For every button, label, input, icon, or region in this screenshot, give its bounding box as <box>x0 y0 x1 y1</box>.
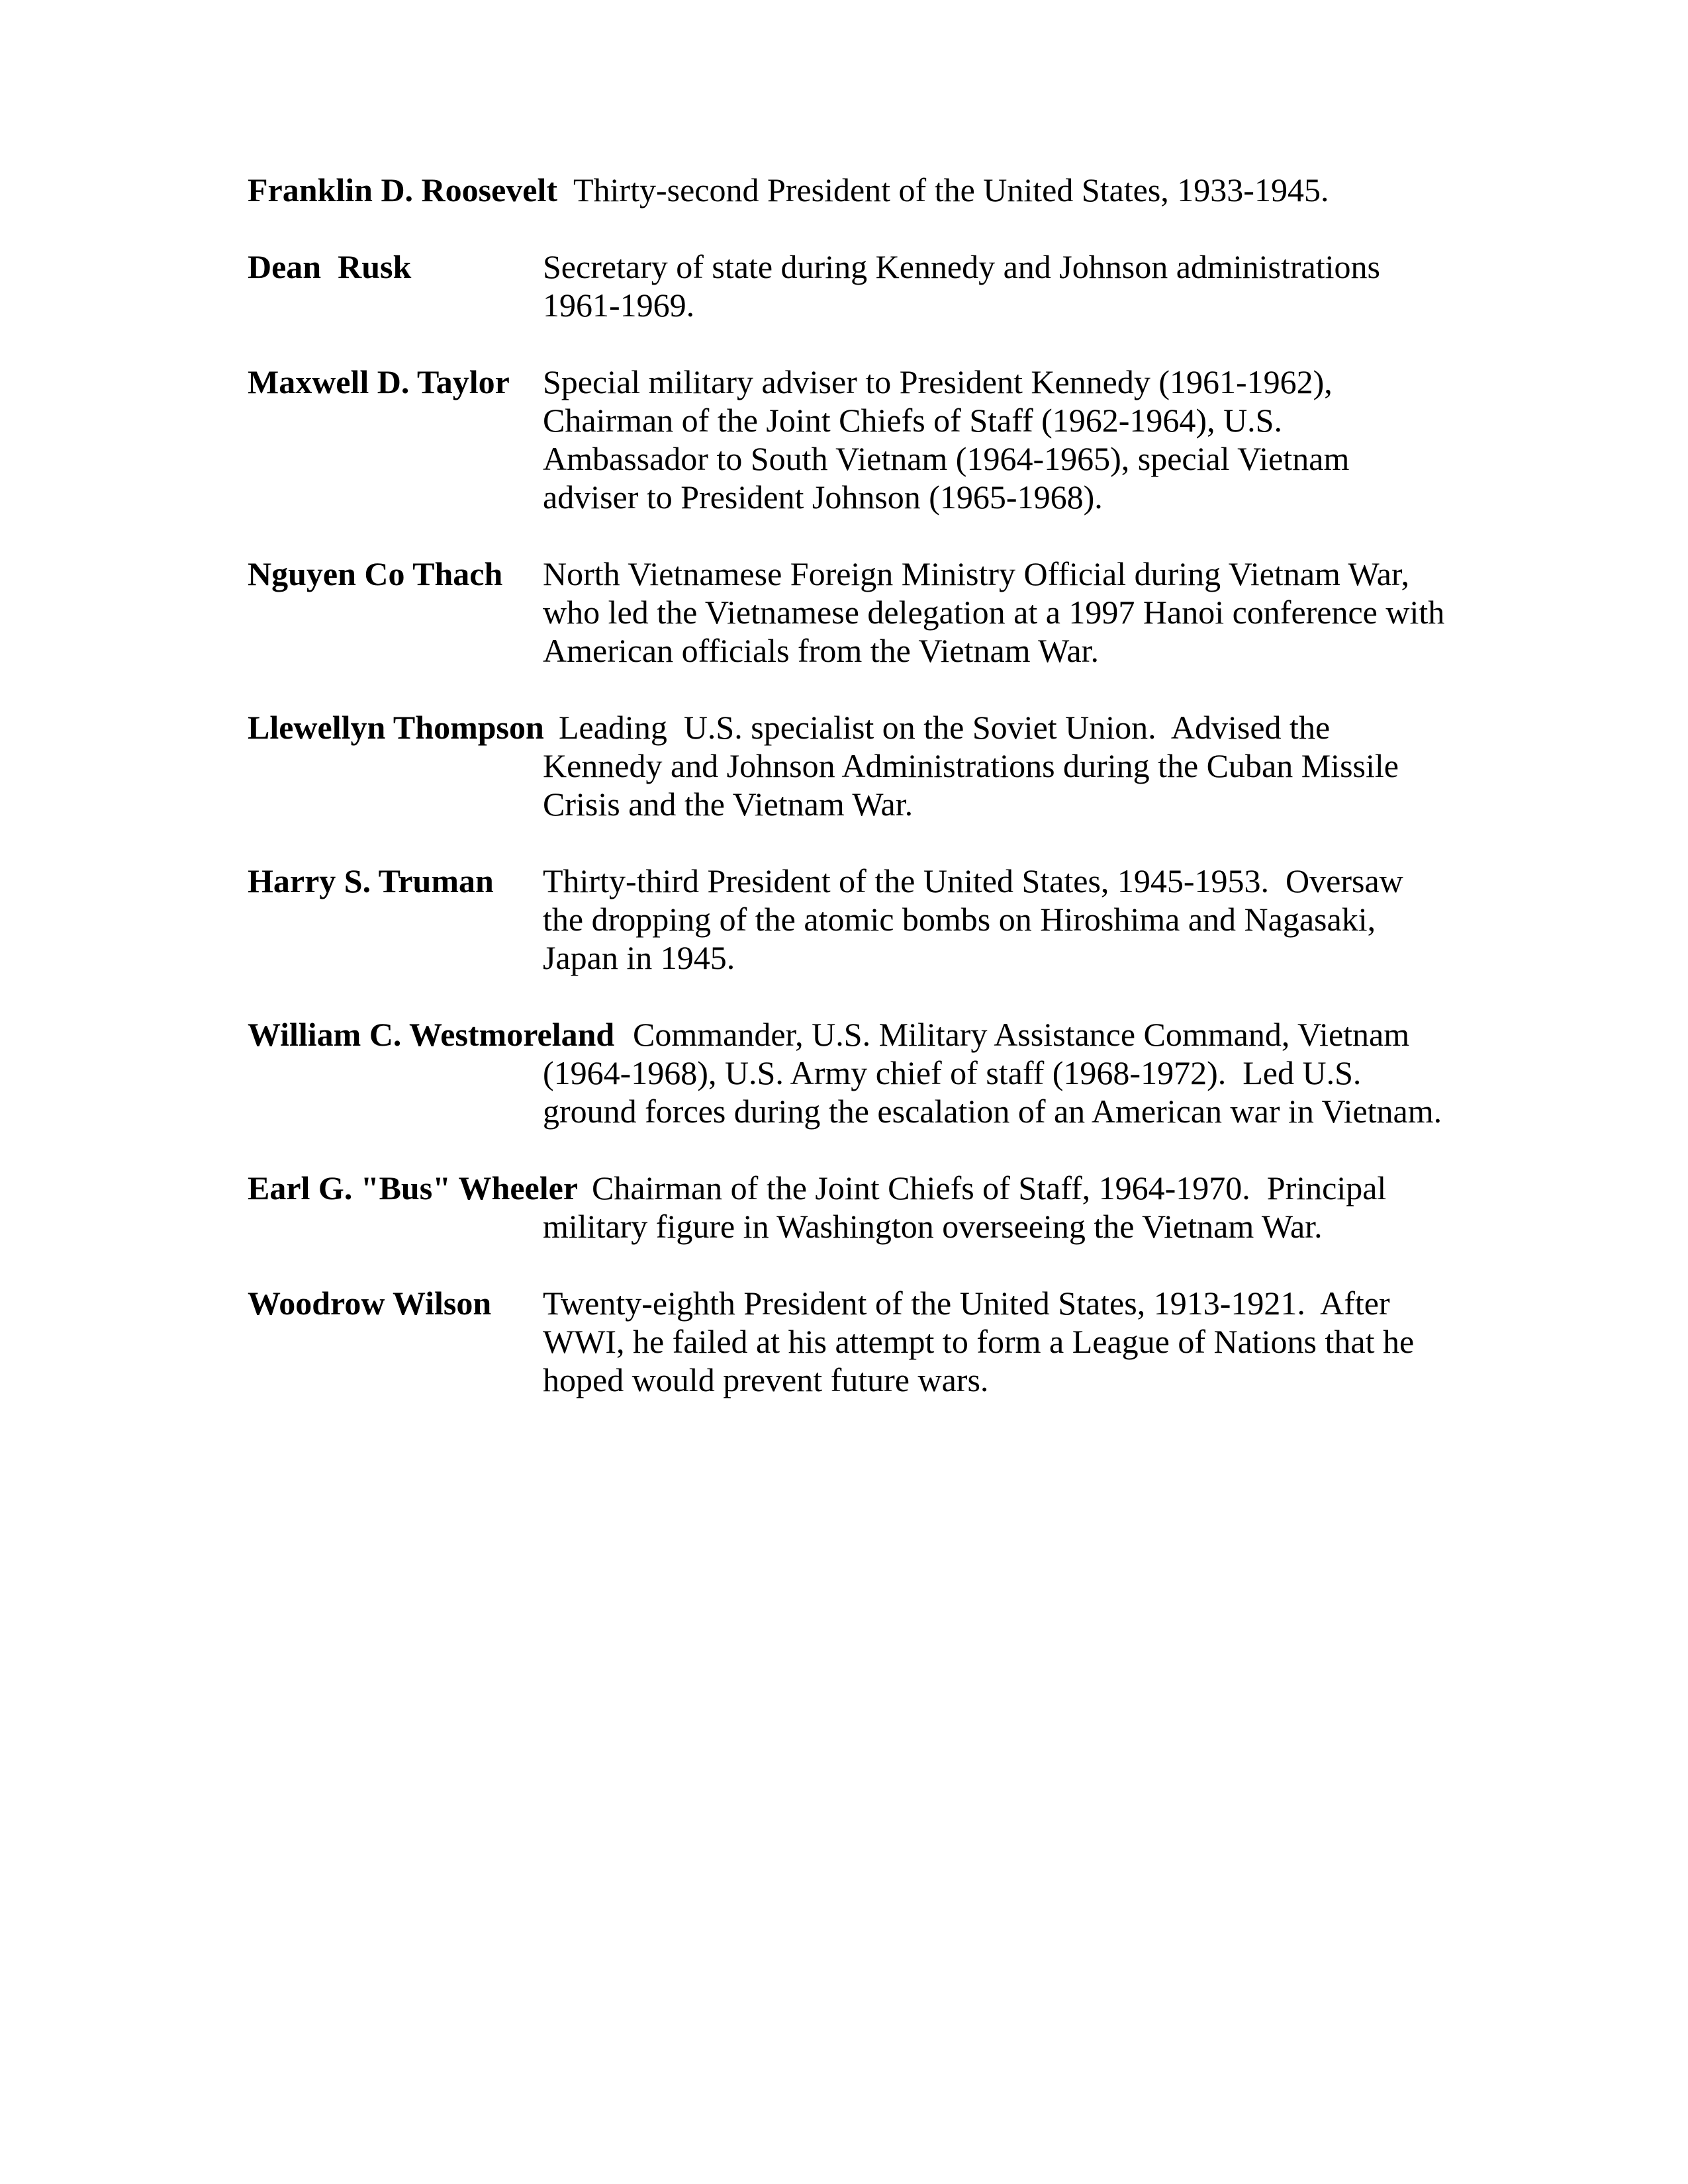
entry-description-line: Leading U.S. specialist on the Soviet Union. Advised the <box>559 709 1331 746</box>
entry-name: Earl G. "Bus" Wheeler <box>248 1169 579 1206</box>
entry-name: Franklin D. Roosevelt <box>248 171 558 208</box>
entry-name: Llewellyn Thompson <box>248 709 544 746</box>
entry-description-line: Crisis and the Vietnam War. <box>543 786 914 823</box>
entry-name: Dean Rusk <box>248 248 412 285</box>
entry-name: Harry S. Truman <box>248 862 494 899</box>
entry-description-line: military figure in Washington overseeing the Vietnam War. <box>543 1208 1323 1245</box>
entry-description-line: 1961-1969. <box>543 287 695 324</box>
entry-description-line: Chairman of the Joint Chiefs of Staff (1962-1964), U.S. <box>543 402 1282 439</box>
entry-description-line: who led the Vietnamese delegation at a 1997 Hanoi conference with <box>543 594 1445 631</box>
entry-name: Maxwell D. Taylor <box>248 363 510 400</box>
entry-description-line: Special military adviser to President Kennedy (1961-1962), <box>543 363 1333 400</box>
entry-description-line: North Vietnamese Foreign Ministry Official during Vietnam War, <box>543 555 1410 592</box>
entry-description-line: Secretary of state during Kennedy and Johnson administrations <box>543 248 1380 285</box>
entry-description-line: Kennedy and Johnson Administrations during the Cuban Missile <box>543 747 1399 784</box>
entry-description-line: Ambassador to South Vietnam (1964-1965), special Vietnam <box>543 440 1350 477</box>
entry-description-line: Twenty-eighth President of the United States, 1913-1921. After <box>543 1285 1390 1322</box>
entry-description-line: Chairman of the Joint Chiefs of Staff, 1964-1970. Principal <box>592 1169 1387 1206</box>
entry-description-line: Japan in 1945. <box>543 939 735 976</box>
entry-description-line: ground forces during the escalation of an American war in Vietnam. <box>543 1093 1442 1130</box>
entry-description-line: the dropping of the atomic bombs on Hiroshima and Nagasaki, <box>543 901 1376 938</box>
entry-description-line: WWI, he failed at his attempt to form a League of Nations that he <box>543 1323 1415 1360</box>
entry-description-line: Commander, U.S. Military Assistance Command, Vietnam <box>633 1016 1410 1053</box>
entry-description-line: American officials from the Vietnam War. <box>543 632 1099 669</box>
entry-description-line: adviser to President Johnson (1965-1968). <box>543 478 1103 516</box>
entry-description-line: hoped would prevent future wars. <box>543 1361 989 1398</box>
entry-name: Nguyen Co Thach <box>248 555 503 592</box>
entry-name: William C. Westmoreland <box>248 1016 615 1053</box>
entry-description-line: (1964-1968), U.S. Army chief of staff (1968-1972). Led U.S. <box>543 1054 1362 1091</box>
entry-description-line: Thirty-second President of the United States, 1933-1945. <box>573 171 1329 208</box>
entry-description-line: Thirty-third President of the United States, 1945-1953. Oversaw <box>543 862 1403 899</box>
entry-name: Woodrow Wilson <box>248 1285 492 1322</box>
